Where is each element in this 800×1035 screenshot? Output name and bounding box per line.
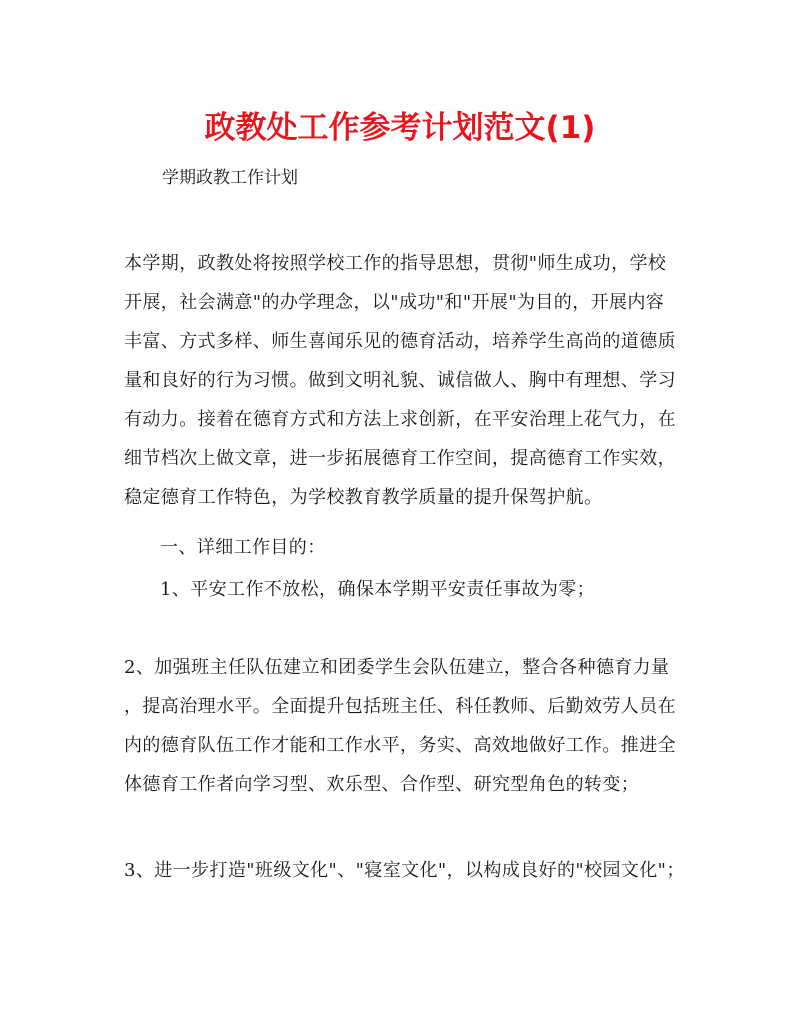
paragraph-line: 开展，社会满意"的办学理念，以"成功"和"开展"为目的，开展内容 bbox=[124, 292, 665, 313]
paragraph-line: 2、加强班主任队伍建立和团委学生会队伍建立，整合各种德育力量 bbox=[124, 657, 670, 678]
list-item: 1、平安工作不放松，确保本学期平安责任事故为零； bbox=[160, 579, 596, 600]
paragraph-line: 内的德育队伍工作才能和工作水平，务实、高效地做好工作。推进全 bbox=[124, 735, 676, 756]
paragraph-line: 本学期，政教处将按照学校工作的指导思想，贯彻"师生成功，学校 bbox=[124, 253, 667, 274]
section-heading: 一、详细工作目的： bbox=[160, 537, 326, 558]
paragraph-line: 体德育工作者向学习型、欢乐型、合作型、研究型角色的转变； bbox=[124, 774, 640, 795]
paragraph-line: 丰富、方式多样、师生喜闻乐见的德育活动，培养学生高尚的道德质 bbox=[124, 331, 676, 352]
document-title: 政教处工作参考计划范文(1) bbox=[204, 110, 596, 146]
paragraph-line: 有动力。接着在德育方式和方法上求创新，在平安治理上花气力，在 bbox=[124, 409, 676, 430]
paragraph-line: 3、进一步打造"班级文化"、"寝室文化"，以构成良好的"校园文化"； bbox=[124, 860, 685, 881]
paragraph-line: ，提高治理水平。全面提升包括班主任、科任教师、后勤效劳人员在 bbox=[124, 696, 676, 717]
document-subtitle: 学期政教工作计划 bbox=[162, 168, 298, 188]
paragraph-line: 量和良好的行为习惯。做到文明礼貌、诚信做人、胸中有理想、学习 bbox=[124, 370, 676, 391]
paragraph-line: 稳定德育工作特色，为学校教育教学质量的提升保驾护航。 bbox=[124, 487, 603, 508]
paragraph-line: 细节档次上做文章，进一步拓展德育工作空间，提高德育工作实效， bbox=[124, 448, 676, 469]
